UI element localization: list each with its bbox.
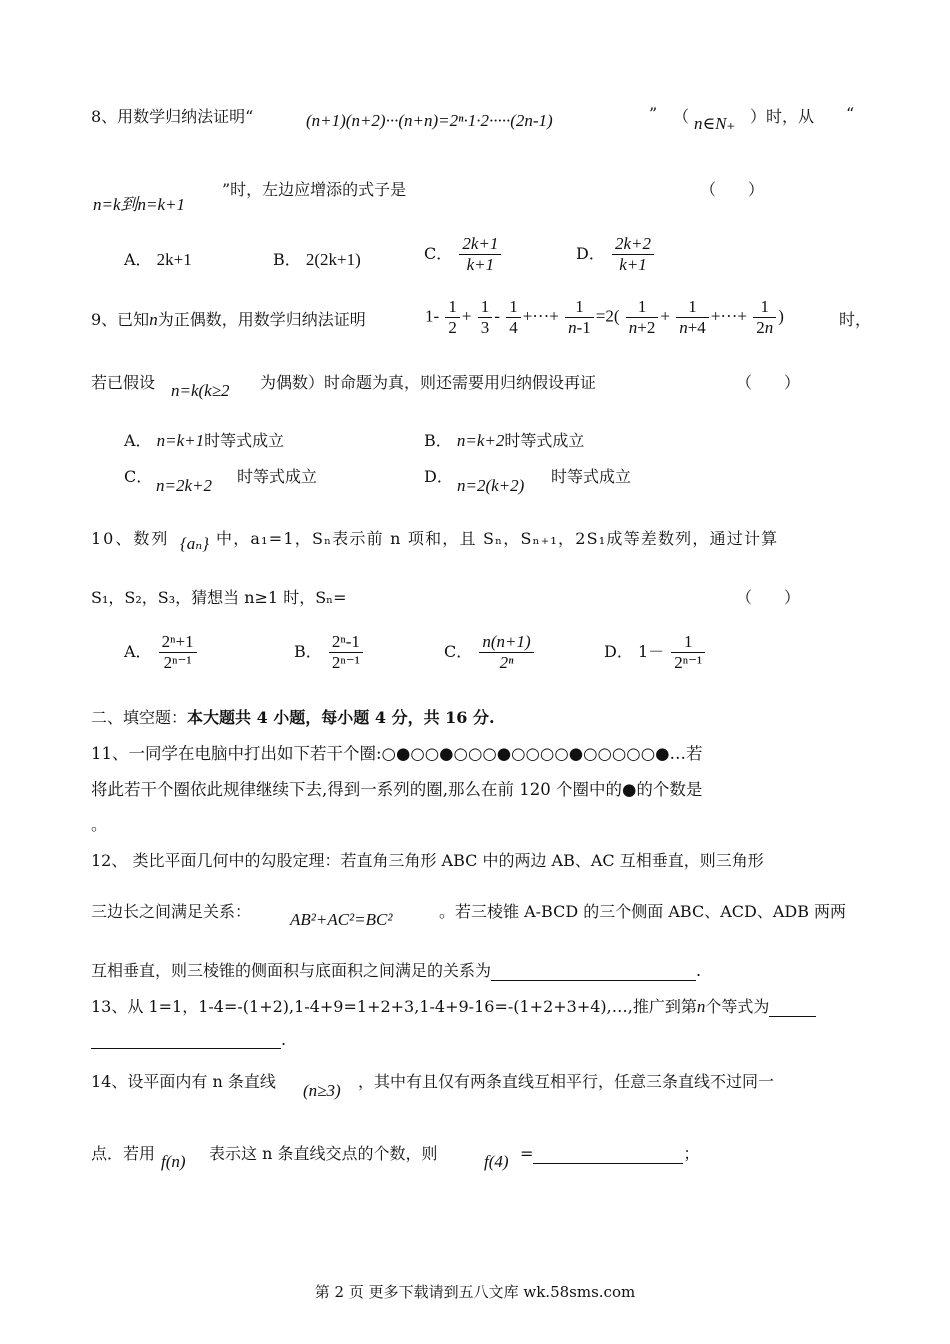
q14-answer <box>520 1141 699 1164</box>
page-footer: 第 2 页 更多下载请到五八文库 wk.58sms.com <box>314 1283 636 1301</box>
q8-equation: (n+1)(n+2)···(n+n)=2ⁿ·1·2·····(2n-1) <box>306 111 553 130</box>
q10-opt-a-den: 2ⁿ⁻¹ <box>163 653 192 672</box>
q8-paren: （ ） <box>700 180 765 199</box>
q8-line2-text: ”时，左边应增添的式子是 <box>222 180 407 199</box>
q14-line1-math: (n≥3) <box>303 1081 341 1100</box>
q8-opt-b-label: B． <box>273 250 301 269</box>
q8-option-a <box>124 247 192 270</box>
q8-prefix: 8、用数学归纳法证明“ <box>91 107 254 126</box>
q13-line1 <box>91 994 816 1017</box>
q12-line2-prefix: 三边长之间满足关系： <box>91 902 252 921</box>
q9-opt-a-text: 时等式成立 <box>204 431 285 450</box>
q12-line3-end: . <box>696 961 702 980</box>
q8-opt-d-fraction <box>612 234 654 275</box>
q10-opt-d-label: D． <box>604 642 633 661</box>
q10-seq: {aₙ} <box>180 534 209 553</box>
q8-opt-b-value: 2(2k+1) <box>305 250 361 269</box>
q8-opt-a-label: A． <box>124 250 152 269</box>
q10-line2-text: S₁，S₂，S₃，猜想当 n≥1 时，Sₙ= <box>91 588 347 607</box>
q9-n: n <box>149 310 158 329</box>
section2-desc: 本大题共 4 小题，每小题 4 分，共 16 分. <box>187 708 495 727</box>
q8-cond-open: （ <box>673 107 690 126</box>
q8-opt-c-num: 2k+1 <box>459 234 501 255</box>
q10-paren: （ ） <box>736 588 801 607</box>
q8-opt-d-den: k+1 <box>619 255 647 274</box>
q9-line1 <box>91 307 366 330</box>
q14-line2-prefix: 点．若用 <box>91 1144 156 1163</box>
q10-option-a <box>124 632 199 673</box>
q14-line1-suffix: ，其中有且仅有两条直线互相平行，任意三条直线不过同一 <box>358 1072 775 1091</box>
q10-opt-a-label: A． <box>124 642 152 661</box>
q12-line2-suffix: 。若三棱锥 A-BCD 的三个侧面 ABC、ACD、ADB 两两 <box>439 902 847 921</box>
q13-line2-end: . <box>281 1030 287 1049</box>
q10-opt-d-den: 2ⁿ⁻¹ <box>674 653 703 672</box>
q12-answer-blank[interactable] <box>491 962 696 981</box>
q10-option-d <box>604 632 707 673</box>
q10-opt-a-num: 2ⁿ+1 <box>159 632 197 653</box>
q8-quote-close: ” <box>649 104 658 123</box>
q9-opt-b-text: 时等式成立 <box>504 431 585 450</box>
q9-opt-b-math: n=k+2 <box>456 431 505 450</box>
q12-line1: 12、 类比平面几何中的勾股定理：若直角三角形 ABC 中的两边 AB、AC 互相垂直，则三角形 <box>91 851 764 870</box>
q8-opt-c-label: C． <box>424 244 453 263</box>
q10-opt-b-label: B． <box>294 642 322 661</box>
q8-line1 <box>91 104 253 127</box>
q12-line3-text: 互相垂直，则三棱锥的侧面积与底面积之间满足的关系为 <box>91 961 492 980</box>
q12-line3 <box>91 958 701 981</box>
q9-opt-d-text: 时等式成立 <box>551 467 632 486</box>
q9-opt-a-label: A． <box>124 431 152 450</box>
q13-suffix: 个等式为 <box>705 997 770 1016</box>
q8-opt-d-num: 2k+2 <box>612 234 654 255</box>
q9-opt-d-label: D． <box>424 467 453 486</box>
q14-answer-blank[interactable] <box>533 1145 683 1164</box>
q9-suffix: 时， <box>839 310 872 329</box>
q8-option-c <box>424 234 503 275</box>
q14-line1-prefix: 14、设平面内有 n 条直线 <box>91 1072 276 1091</box>
q10-opt-c-fraction <box>479 632 533 673</box>
q9-opt-c-text: 时等式成立 <box>237 467 318 486</box>
q9-text: 为正偶数，用数学归纳法证明 <box>157 310 366 329</box>
q10-opt-d-fraction <box>671 632 705 673</box>
q8-suffix: ）时，从 <box>750 107 815 126</box>
q14-end: ； <box>683 1144 700 1163</box>
q8-option-b <box>273 247 361 270</box>
q13-prefix: 13、从 1=1，1-4=-(1+2),1-4+9=1+2+3,1-4+9-16=-(1+2+3+4),…,推广到第 <box>91 997 697 1016</box>
q14-fn: f(n) <box>161 1152 186 1171</box>
q9-line2-math: n=k(k≥2 <box>171 381 230 400</box>
q10-opt-c-den: 2ⁿ <box>499 653 514 672</box>
q9-opt-b-label: B． <box>424 431 452 450</box>
q8-opt-a-value: 2k+1 <box>156 250 192 269</box>
q8-line2-math: n=k到n=k+1 <box>93 195 186 214</box>
q9-option-a <box>124 428 284 451</box>
q10-line1-text: 中，a₁=1，Sₙ表示前 n 项和，且 Sₙ，Sₙ₊₁，2S₁成等差数列，通过计算 <box>216 529 779 548</box>
q14-eq: = <box>520 1144 534 1163</box>
section2-title: 二、填空题： <box>91 708 188 727</box>
q13-answer-blank-2[interactable] <box>91 1030 281 1049</box>
q9-prefix: 9、已知 <box>91 310 150 329</box>
q13-n: n <box>696 997 706 1016</box>
q8-opt-c-den: k+1 <box>466 255 495 274</box>
q9-identity: 1- $\frac{1}{2}$ + $\frac{1}{3}$ - $\frac{1}{4}$ +···+ $\frac{1}{n-1}$ =2( $\frac{1}{n+2}$ + $\frac{1}{n+4}$ +···+ $\frac{1}{2n}$ ) <box>425 297 784 337</box>
q9-option-b <box>424 428 584 451</box>
section2-heading <box>91 705 495 728</box>
q11-line1: 11、一同学在电脑中打出如下若干个圈:○●○○●○○○●○○○○●○○○○○●…若 <box>91 744 703 763</box>
q12-line2-math: AB²+AC²=BC² <box>290 910 393 929</box>
q9-paren: （ ） <box>736 373 801 392</box>
q11-line2: 将此若干个圈依此规律继续下去,得到一系列的圈,那么在前 120 个圈中的●的个数是 <box>91 780 703 799</box>
q10-opt-c-num: n(n+1) <box>479 632 533 653</box>
q9-line2-suffix: 为偶数）时命题为真，则还需要用归纳假设再证 <box>260 373 597 392</box>
q9-opt-d-math: n=2(k+2) <box>457 476 525 495</box>
q8-opt-c-fraction <box>459 234 501 275</box>
q10-option-c <box>444 632 536 673</box>
q14-f4: f(4) <box>484 1152 509 1171</box>
q11-line3: 。 <box>91 815 108 834</box>
q10-opt-a-fraction <box>159 632 197 673</box>
q8-quote-open: “ <box>846 104 855 123</box>
q8-cond: n∈N₊ <box>694 114 736 133</box>
q10-opt-b-den: 2ⁿ⁻¹ <box>331 653 360 672</box>
q10-opt-d-prefix: 1－ <box>637 642 665 661</box>
q8-opt-d-label: D． <box>576 244 605 263</box>
q10-opt-d-num: 1 <box>671 632 705 653</box>
q9-line2-prefix: 若已假设 <box>91 373 156 392</box>
q9-opt-a-math: n=k+1 <box>156 431 205 450</box>
q13-line2 <box>91 1030 286 1049</box>
q9-opt-c-math: n=2k+2 <box>156 476 212 495</box>
q10-option-b <box>294 632 365 673</box>
q8-option-d <box>576 234 656 275</box>
q10-opt-b-fraction <box>329 632 363 673</box>
q10-opt-b-num: 2ⁿ-1 <box>329 632 363 653</box>
q13-answer-blank-1[interactable] <box>769 998 816 1017</box>
q14-line2-mid: 表示这 n 条直线交点的个数，则 <box>209 1144 438 1163</box>
q9-opt-c-label: C． <box>124 467 153 486</box>
q10-opt-c-label: C． <box>444 642 473 661</box>
q10-prefix: 10、数列 <box>91 529 170 548</box>
